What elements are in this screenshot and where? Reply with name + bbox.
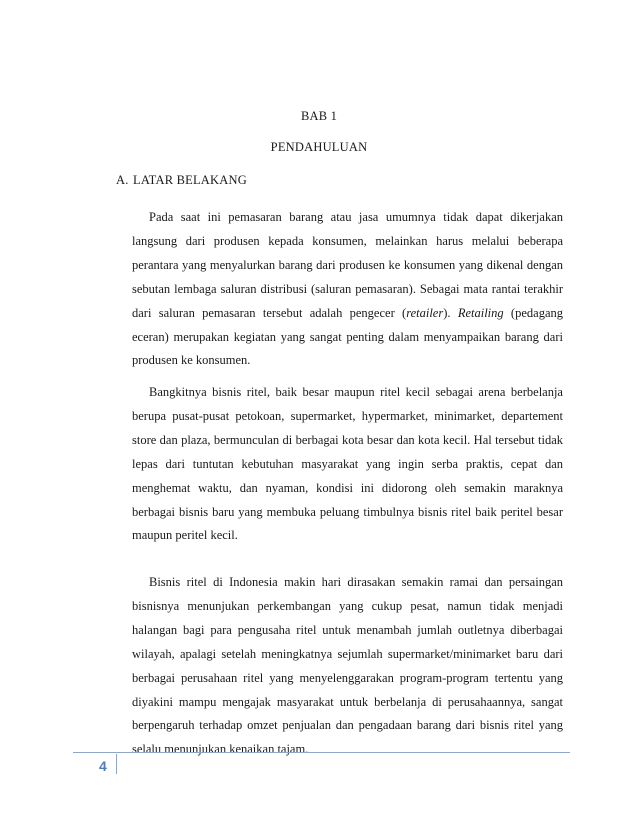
section-number: A. <box>116 173 129 187</box>
italic-term: retailer <box>406 305 444 320</box>
footer-divider <box>116 754 117 774</box>
page-number: 4 <box>99 758 107 774</box>
chapter-number: BAB 1 <box>300 109 338 123</box>
footer-rule <box>73 752 570 753</box>
body-paragraph-1: Pada saat ini pemasaran barang atau jasa umumnya tidak dapat dikerjakan langsung dari produsen kepada konsumen, melainkan harus melalui beberapa perantara yang menyalurkan barang dari produsen ke konsumen yang dikenal dengan sebutan lembaga saluran distribusi (saluran pemasaran). Sebagai mata rantai terakhir dari saluran pemasaran tersebut adalah pengecer (retailer). Retailing (pedagang eceran) merupakan kegiatan yang sangat penting dalam menyampaikan barang dari produsen ke konsumen. <box>132 210 563 368</box>
body-paragraph-2: Bangkitnya bisnis ritel, baik besar maupun ritel kecil sebagai arena berbelanja berupa pusat-pusat petokoan, supermarket, hypermarket, minimarket, departement store dan plaza, bermunculan di berbagai kota besar dan kota kecil. Hal tersebut tidak lepas dari tuntutan kebutuhan masyarakat yang ingin serba praktis, cepat dan menghemat waktu, dan nyaman, kondisi ini didorong oleh semakin maraknya berbagai bisnis baru yang membuka peluang timbulnya bisnis ritel baik peritel besar maupun peritel kecil. <box>132 385 563 543</box>
chapter-title: PENDAHULUAN <box>270 140 368 154</box>
section-heading <box>116 173 247 188</box>
italic-term: Retailing <box>457 305 504 320</box>
section-title: LATAR BELAKANG <box>133 173 247 187</box>
body-paragraph-3: Bisnis ritel di Indonesia makin hari dirasakan semakin ramai dan persaingan bisnisnya menunjukan perkembangan yang cukup pesat, namun tidak menjadi halangan bagi para pengusaha ritel untuk menambah jumlah outletnya diberbagai wilayah, apalagi setelah meningkatnya sejumlah supermarket/minimarket baru dari berbagai perusahaan ritel yang menyelenggarakan program-program tertentu yang diyakini mampu mengajak masyarakat untuk berbelanja di perusahaannya, sangat berpengaruh terhadap omzet penjualan dan pengadaan barang dari bisnis ritel yang selalu menunjukan kenaikan tajam. <box>132 575 563 757</box>
